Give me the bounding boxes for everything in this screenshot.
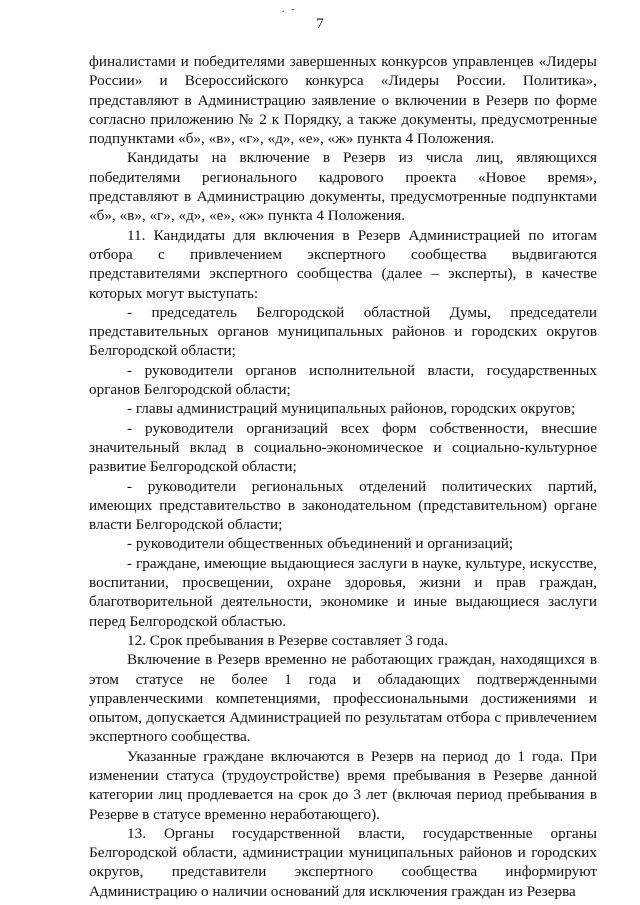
list-item-organizations: - руководители организаций всех форм собственности, внесшие значительный вклад в социально-экономическое и социально-культурное развитие Белгородской области; <box>89 419 597 476</box>
list-item-parties: - руководители региональных отделений политических партий, имеющих представительство в законодательном (представительном) органе власти Белгородской области; <box>89 477 597 534</box>
paragraph-novoe-vremya: Кандидаты на включение в Резерв из числа лиц, являющихся победителями регионального кадрового проекта «Новое время», представляют в Администрацию документы, предусмотренные подпунктами «б», «в», «г», «д», «е», «ж» пункта 4 Положения. <box>89 149 597 225</box>
page-number: 7 <box>316 16 324 32</box>
list-item-duma: - председатель Белгородской областной Думы, председатели представительных органов муниципальных районов и городских округов Белгородской области; <box>89 303 597 360</box>
top-mark: . - <box>282 4 297 15</box>
paragraph-unemployed: Включение в Резерв временно не работающих граждан, находящихся в этом статусе не более 1 года и обладающих подтвержденными управленческими компетенциями, профессиональными достижениями и опытом, допускается Администрацией по результатам отбора с привлечением экспертного сообщества. <box>89 651 597 746</box>
list-item-heads: - главы администраций муниципальных районов, городских округов; <box>127 400 576 418</box>
paragraph-item-12: 12. Срок пребывания в Резерве составляет 3 года. <box>127 631 448 649</box>
paragraph-period: Указанные граждане включаются в Резерв на период до 1 года. При изменении статуса (трудоустройстве) время пребывания в Резерве данной категории лиц продлевается на срок до 3 лет (включая период пребывания в Резерве в статусе временно неработающего). <box>89 747 597 823</box>
document-body <box>89 52 597 901</box>
list-item-executive: - руководители органов исполнительной власти, государственных органов Белгородской области; <box>89 361 597 399</box>
paragraph-item-11: 11. Кандидаты для включения в Резерв Администрацией по итогам отбора с привлечением экспертного сообщества выдвигаются представителями экспертного сообщества (далее – эксперты), в качестве которых могут выступать: <box>89 226 597 302</box>
paragraph-finalists: финалистами и победителями завершенных конкурсов управленцев «Лидеры России» и Всероссийского конкурса «Лидеры России. Политика», представляют в Администрацию заявление о включении в Резерв по форме согласно приложению № 2 к Порядку, а также документы, предусмотренные подпунктами «б», «в», «г», «д», «е», «ж» пункта 4 Положения. <box>89 53 597 148</box>
list-item-citizens: - граждане, имеющие выдающиеся заслуги в науке, культуре, искусстве, воспитании, просвещении, охране здоровья, жизни и прав граждан, благотворительной деятельности, экономике и иные выдающиеся заслуги перед Белгородской областью. <box>89 554 597 630</box>
paragraph-item-13: 13. Органы государственной власти, государственные органы Белгородской области, администрации муниципальных районов и городских округов, представители экспертного сообщества информируют Администрацию о наличии оснований для исключения граждан из Резерва <box>89 824 597 900</box>
list-item-public: - руководители общественных объединений и организаций; <box>127 535 514 553</box>
